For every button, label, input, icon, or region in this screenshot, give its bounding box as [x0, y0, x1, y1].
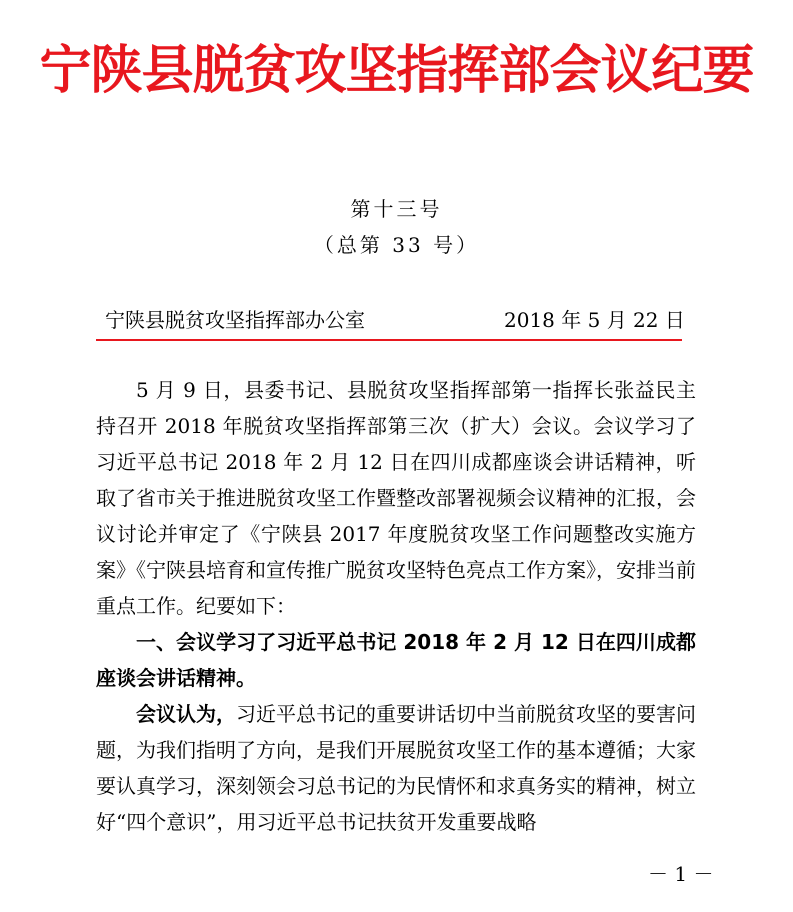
document-number: 第十三号 — [350, 197, 443, 221]
section-heading: 一、会议学习了习近平总书记 2018 年 2 月 12 日在四川成都座谈会讲话精神。 — [96, 630, 696, 690]
masthead-title: 宁陕县脱贫攻坚指挥部会议纪要 — [39, 40, 754, 101]
paragraph-text: 习近平总书记的重要讲话切中当前脱贫攻坚的要害问题，为我们指明了方向，是我们开展脱贫攻坚工作的基本遵循；大家要认真学习，深刻领会习总书记的为民情怀和求真务实的精神，树立好“四个意识”，用习近平总书记扶贫开发重要战略 — [96, 702, 696, 834]
issue-date: 2018 年 5 月 22 日 — [504, 308, 685, 332]
red-separator-line — [96, 339, 682, 341]
intro-paragraph: 5 月 9 日，县委书记、县脱贫攻坚指挥部第一指挥长张益民主持召开 2018 年脱贫攻坚指挥部第三次（扩大）会议。会议学习了习近平总书记 2018 年 2 月 12 日在四川成都座谈会讲话精神，听取了省市关于推进脱贫攻坚工作暨整改部署视频会议精神的汇报，会议讨论并审定了《宁陕县 2017 年度脱贫攻坚工作问题整改实施方案》《宁陕县培育和宣传推广脱贫攻坚特色亮点工作方案》，安排当前重点工作。纪要如下： — [96, 378, 696, 618]
issuing-office: 宁陕县脱贫攻坚指挥部办公室 — [105, 308, 365, 332]
section-paragraph — [96, 696, 696, 840]
document-serial-number: （总第 33 号） — [313, 233, 480, 257]
document-body — [96, 372, 696, 840]
page-number: － 1 － — [648, 862, 714, 886]
issuer-row — [105, 306, 685, 334]
paragraph-lead: 会议认为， — [136, 702, 236, 726]
